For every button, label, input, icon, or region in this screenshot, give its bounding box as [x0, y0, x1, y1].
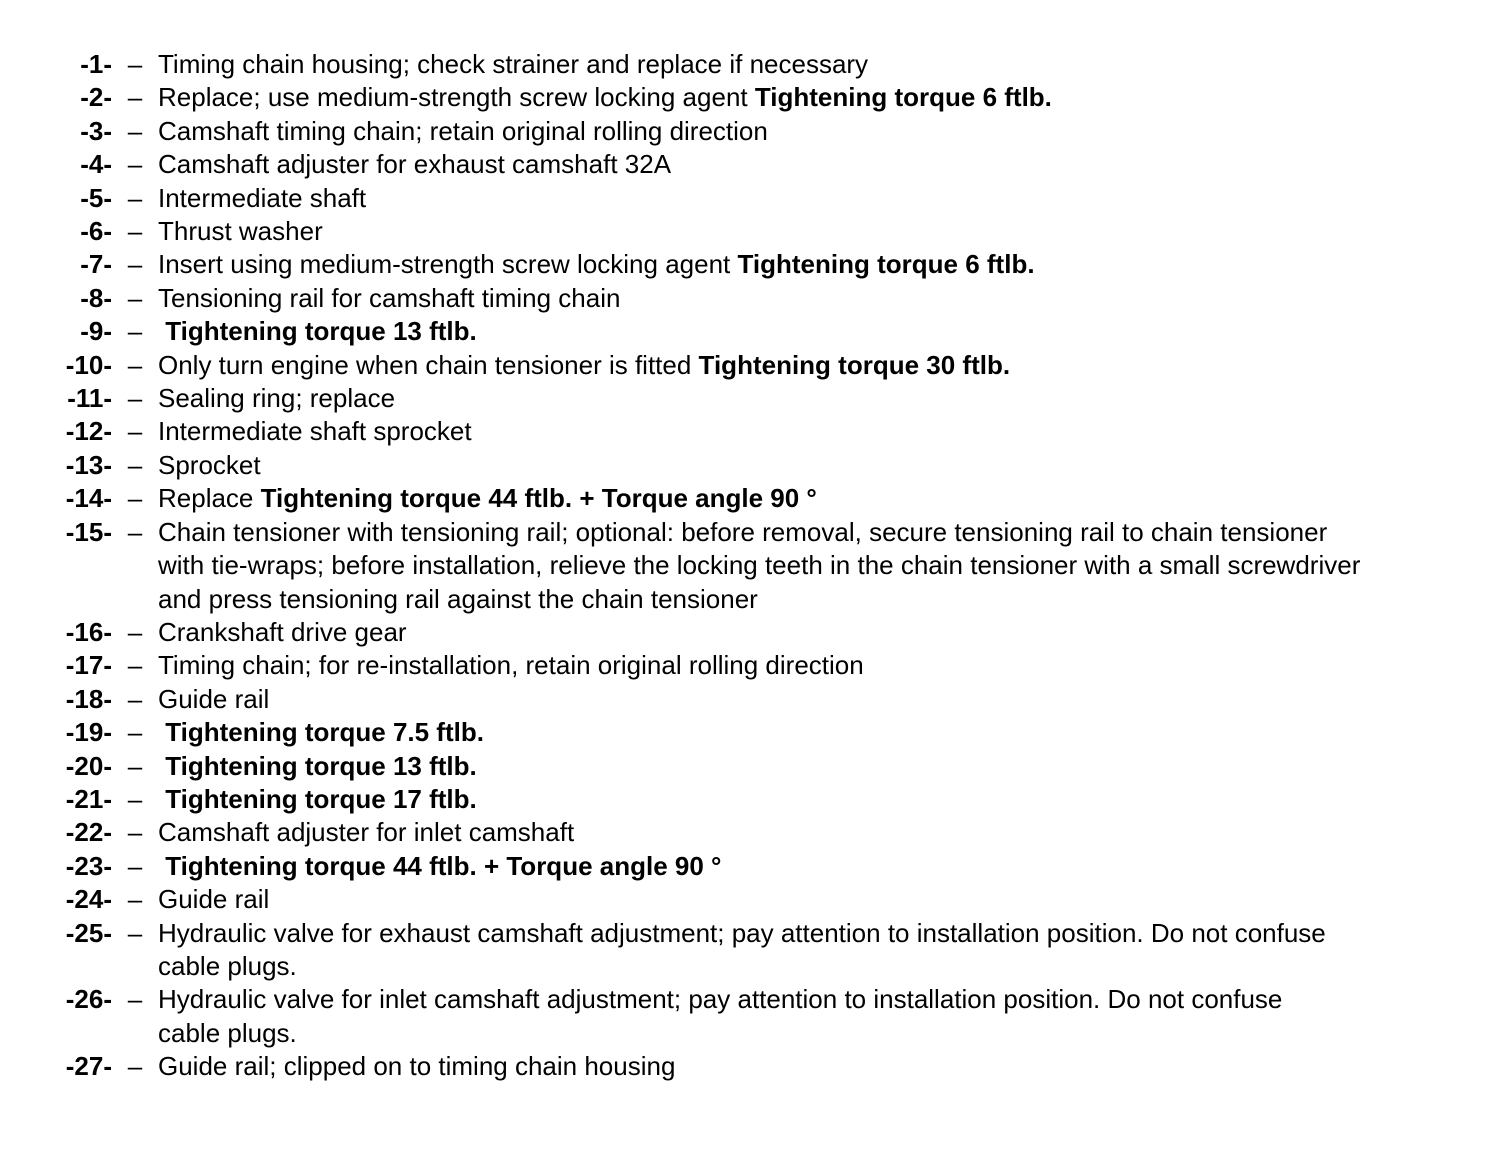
- item-dash: –: [127, 115, 143, 146]
- item-dash: –: [127, 149, 143, 180]
- item-number: -9-: [80, 316, 112, 347]
- torque-spec-text: Tightening torque 13 ftlb.: [158, 750, 477, 781]
- item-dash: –: [127, 984, 143, 1015]
- description-line: [158, 516, 1398, 549]
- torque-spec-text: Tightening torque 6 ftlb.: [754, 82, 1052, 113]
- description-line: [158, 983, 1398, 1016]
- item-description: [158, 850, 1398, 883]
- item-description: [158, 182, 1398, 215]
- item-dash: –: [127, 182, 143, 213]
- item-description: [158, 449, 1398, 482]
- item-description: [158, 482, 1398, 515]
- item-dash: –: [127, 683, 143, 714]
- description-text: cable plugs.: [158, 1017, 297, 1048]
- item-dash: –: [127, 750, 143, 781]
- legend-item: [0, 482, 1504, 515]
- item-description: [158, 750, 1398, 783]
- description-line: [158, 415, 1398, 448]
- legend-item: [0, 48, 1504, 81]
- item-description: [158, 315, 1398, 348]
- item-dash: –: [127, 316, 143, 347]
- legend-item: [0, 215, 1504, 248]
- item-description: [158, 683, 1398, 716]
- description-line: [158, 616, 1398, 649]
- description-text: Tensioning rail for camshaft timing chain: [158, 282, 621, 313]
- description-text: Only turn engine when chain tensioner is fitted: [158, 349, 699, 380]
- description-text: Guide rail: [158, 683, 270, 714]
- description-line: [158, 716, 1398, 749]
- item-dash: –: [127, 216, 143, 247]
- item-dash: –: [127, 449, 143, 480]
- item-number: -27-: [65, 1051, 112, 1082]
- item-number: -12-: [65, 416, 112, 447]
- item-description: [158, 917, 1398, 984]
- item-number: -24-: [65, 884, 112, 915]
- item-number: -1-: [80, 49, 112, 79]
- description-text: Insert using medium-strength screw locking agent: [158, 249, 738, 280]
- item-description: [158, 148, 1398, 181]
- description-text: and press tensioning rail against the chain tensioner: [158, 583, 758, 614]
- item-number: -18-: [65, 683, 112, 714]
- description-text: with tie-wraps; before installation, relieve the locking teeth in the chain tensioner with a small screwdriver: [158, 550, 1361, 581]
- item-dash: –: [127, 483, 143, 514]
- torque-spec-text: Tightening torque 44 ftlb. + Torque angle 90 °: [260, 483, 817, 514]
- item-dash: –: [127, 82, 143, 113]
- description-line: [158, 115, 1398, 148]
- description-text: Replace: [158, 483, 261, 514]
- description-line: [158, 549, 1398, 582]
- item-dash: –: [127, 416, 143, 447]
- legend-item: [0, 816, 1504, 849]
- torque-spec-text: Tightening torque 30 ftlb.: [698, 349, 1011, 380]
- item-number: -2-: [80, 82, 112, 113]
- description-text: Replace; use medium-strength screw locking agent: [158, 82, 755, 113]
- legend-item: [0, 182, 1504, 215]
- item-dash: –: [127, 650, 143, 681]
- description-line: [158, 148, 1398, 181]
- item-number: -22-: [65, 817, 112, 848]
- description-line: [158, 449, 1398, 482]
- description-line: [158, 750, 1398, 783]
- description-line: [158, 850, 1398, 883]
- description-line: [158, 48, 1398, 81]
- description-text: Sprocket: [158, 449, 261, 480]
- item-description: [158, 415, 1398, 448]
- item-description: [158, 382, 1398, 415]
- item-description: [158, 248, 1398, 281]
- legend-item: [0, 1050, 1504, 1083]
- description-text: Guide rail: [158, 884, 270, 915]
- description-line: [158, 349, 1398, 382]
- description-line: [158, 248, 1398, 281]
- item-description: [158, 816, 1398, 849]
- item-dash: –: [127, 349, 143, 380]
- description-line: [158, 917, 1398, 950]
- item-dash: –: [127, 1051, 143, 1082]
- legend-item: [0, 415, 1504, 448]
- item-number: -4-: [80, 149, 112, 180]
- description-text: Intermediate shaft sprocket: [158, 416, 472, 447]
- description-text: Thrust washer: [158, 216, 323, 247]
- legend-item: [0, 883, 1504, 916]
- item-description: [158, 516, 1398, 616]
- item-number: -20-: [65, 750, 112, 781]
- item-description: [158, 649, 1398, 682]
- torque-spec-text: Tightening torque 13 ftlb.: [158, 316, 477, 347]
- torque-spec-text: Tightening torque 17 ftlb.: [158, 783, 477, 814]
- item-number: -11-: [67, 383, 112, 414]
- item-number: -6-: [80, 216, 112, 247]
- item-description: [158, 349, 1398, 382]
- item-description: [158, 783, 1398, 816]
- item-description: [158, 616, 1398, 649]
- item-number: -26-: [65, 984, 112, 1015]
- legend-item: [0, 115, 1504, 148]
- item-dash: –: [127, 516, 143, 547]
- item-dash: –: [127, 616, 143, 647]
- description-line: [158, 649, 1398, 682]
- description-text: Camshaft adjuster for exhaust camshaft 32A: [158, 149, 672, 180]
- description-text: Timing chain; for re-installation, retain original rolling direction: [158, 650, 864, 681]
- legend-item: [0, 917, 1504, 984]
- legend-item: [0, 382, 1504, 415]
- description-text: Hydraulic valve for inlet camshaft adjustment; pay attention to installation position. Do not confuse: [158, 984, 1283, 1015]
- description-line: [158, 81, 1398, 114]
- item-dash: –: [127, 249, 143, 280]
- description-text: Timing chain housing; check strainer and replace if necessary: [158, 49, 869, 79]
- torque-spec-text: Tightening torque 44 ftlb. + Torque angle 90 °: [158, 850, 722, 881]
- item-dash: –: [127, 282, 143, 313]
- description-line: [158, 583, 1398, 616]
- torque-spec-text: Tightening torque 6 ftlb.: [737, 249, 1035, 280]
- item-dash: –: [127, 917, 143, 948]
- legend-item: [0, 616, 1504, 649]
- item-number: -8-: [80, 282, 112, 313]
- item-number: -10-: [65, 349, 112, 380]
- description-text: Camshaft adjuster for inlet camshaft: [158, 817, 575, 848]
- item-number: -23-: [65, 850, 112, 881]
- item-number: -5-: [80, 182, 112, 213]
- description-line: [158, 883, 1398, 916]
- item-dash: –: [127, 717, 143, 748]
- item-dash: –: [127, 383, 143, 414]
- item-description: [158, 215, 1398, 248]
- description-line: [158, 382, 1398, 415]
- item-number: -21-: [65, 783, 112, 814]
- item-description: [158, 115, 1398, 148]
- legend-item: [0, 983, 1504, 1050]
- legend-item: [0, 81, 1504, 114]
- legend-item: [0, 850, 1504, 883]
- description-line: [158, 482, 1398, 515]
- legend-item: [0, 282, 1504, 315]
- description-text: cable plugs.: [158, 950, 297, 981]
- item-number: -3-: [80, 115, 112, 146]
- torque-spec-text: Tightening torque 7.5 ftlb.: [158, 717, 484, 748]
- item-number: -16-: [65, 616, 112, 647]
- item-dash: –: [127, 850, 143, 881]
- item-number: -13-: [65, 449, 112, 480]
- legend-item: [0, 349, 1504, 382]
- item-dash: –: [127, 783, 143, 814]
- item-number: -7-: [80, 249, 112, 280]
- item-description: [158, 48, 1398, 81]
- description-line: [158, 950, 1398, 983]
- legend-item: [0, 315, 1504, 348]
- legend-item: [0, 783, 1504, 816]
- description-text: Sealing ring; replace: [158, 383, 396, 414]
- description-line: [158, 215, 1398, 248]
- description-line: [158, 816, 1398, 849]
- legend-item: [0, 248, 1504, 281]
- description-line: [158, 1017, 1398, 1050]
- item-description: [158, 883, 1398, 916]
- legend-item: [0, 516, 1504, 616]
- item-description: [158, 81, 1398, 114]
- item-dash: –: [127, 817, 143, 848]
- description-text: Crankshaft drive gear: [158, 616, 407, 647]
- item-description: [158, 282, 1398, 315]
- legend-item: [0, 716, 1504, 749]
- item-number: -19-: [65, 717, 112, 748]
- item-dash: –: [127, 49, 143, 79]
- item-number: -17-: [65, 650, 112, 681]
- legend-item: [0, 449, 1504, 482]
- description-line: [158, 315, 1398, 348]
- legend-item: [0, 750, 1504, 783]
- description-text: Chain tensioner with tensioning rail; optional: before removal, secure tensioning rail to chain tensioner: [158, 516, 1328, 547]
- item-description: [158, 1050, 1398, 1083]
- description-line: [158, 282, 1398, 315]
- description-text: Camshaft timing chain; retain original rolling direction: [158, 115, 768, 146]
- description-text: Guide rail; clipped on to timing chain housing: [158, 1051, 676, 1082]
- item-description: [158, 716, 1398, 749]
- legend-item: [0, 649, 1504, 682]
- description-line: [158, 1050, 1398, 1083]
- item-dash: –: [127, 884, 143, 915]
- item-description: [158, 983, 1398, 1050]
- legend-item: [0, 683, 1504, 716]
- description-text: Hydraulic valve for exhaust camshaft adjustment; pay attention to installation position. Do not confuse: [158, 917, 1326, 948]
- description-line: [158, 683, 1398, 716]
- description-line: [158, 783, 1398, 816]
- item-number: -15-: [65, 516, 112, 547]
- description-text: Intermediate shaft: [158, 182, 367, 213]
- parts-legend-list: [0, 48, 1504, 1084]
- legend-item: [0, 148, 1504, 181]
- description-line: [158, 182, 1398, 215]
- item-number: -25-: [65, 917, 112, 948]
- item-number: -14-: [65, 483, 112, 514]
